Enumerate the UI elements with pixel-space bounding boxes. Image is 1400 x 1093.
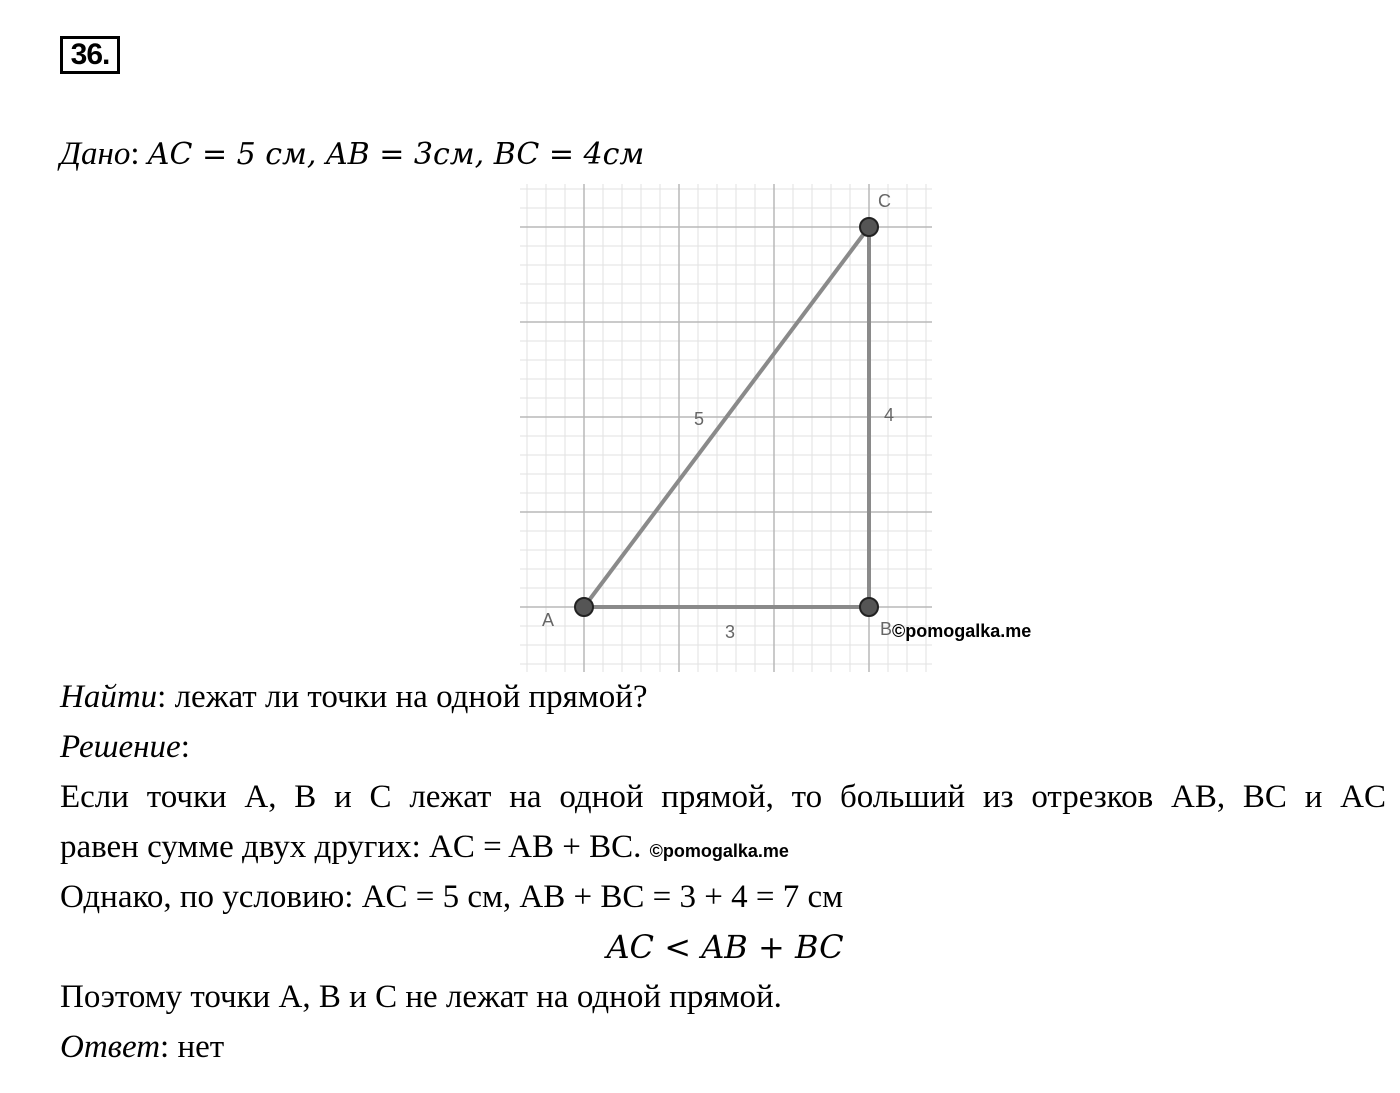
problem-number: 36. (60, 36, 120, 74)
given-colon: : (130, 136, 140, 172)
point-label-b: B (880, 619, 893, 639)
side-label-bc: 4 (884, 405, 895, 425)
solution-line-2-text: равен сумме двух других: AC = AB + BC. (60, 829, 642, 865)
given-label: Дано (60, 136, 131, 172)
side-label-ab: 3 (725, 622, 736, 642)
side-label-ac: 5 (694, 409, 705, 429)
solution-line-2 (60, 827, 789, 871)
text-watermark: ©pomogalka.me (649, 841, 789, 861)
solution-line-3: Однако, по условию: AC = 5 см, AB + BC = 3 + 4 = 7 см (60, 879, 844, 915)
solution-line-5: Поэтому точки A, B и C не лежат на одной прямой. (60, 979, 782, 1015)
point-a (575, 598, 593, 616)
solution-label: Решение (60, 729, 181, 765)
point-label-a: A (542, 610, 555, 630)
solution-colon: : (180, 729, 190, 765)
figure-watermark: ©pomogalka.me (892, 621, 1032, 641)
answer-text: : нет (160, 1029, 225, 1065)
solution-heading (60, 727, 190, 767)
solution-line-1: Если точки A, B и C лежат на одной прямой, то больший из отрезков AB, BC и AC (60, 779, 1386, 815)
answer-label: Ответ (60, 1029, 161, 1065)
point-b (860, 598, 878, 616)
find-label: Найти (60, 679, 158, 715)
find-line (60, 677, 648, 717)
point-label-c: C (878, 191, 891, 211)
solution-inequality: AC < AB + BC (606, 928, 844, 966)
given-text: AC = 5 см, AB = 3см, BC = 4см (147, 137, 645, 172)
given-line (60, 134, 644, 175)
find-text: : лежат ли точки на одной прямой? (157, 679, 648, 715)
point-c (860, 218, 878, 236)
triangle-figure (520, 184, 932, 672)
answer-line (60, 1027, 224, 1067)
